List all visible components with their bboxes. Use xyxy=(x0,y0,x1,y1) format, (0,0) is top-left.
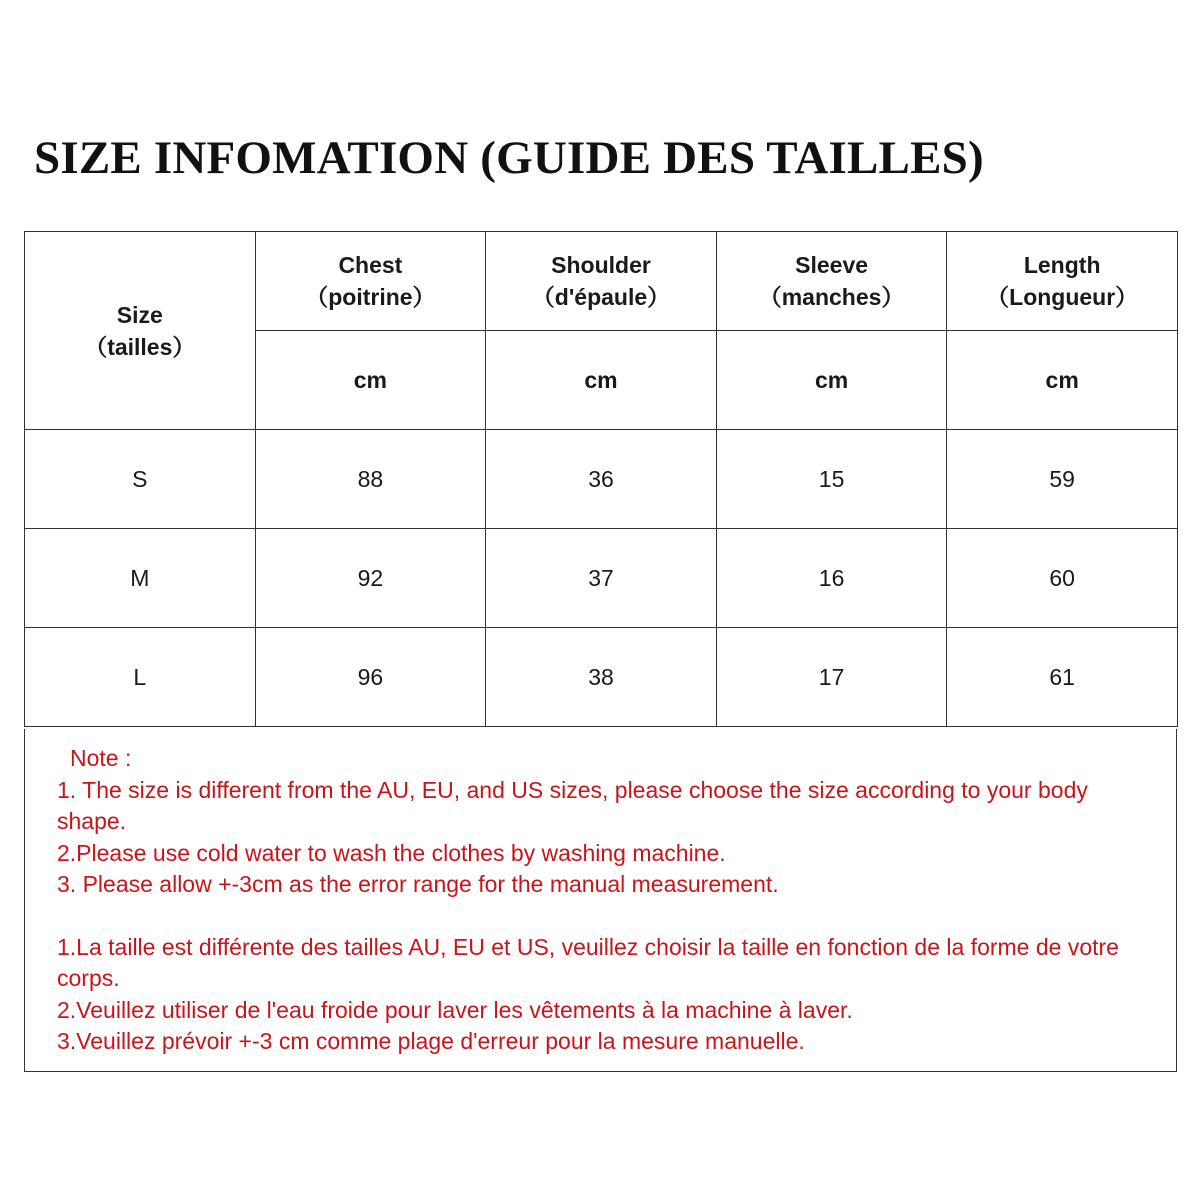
table-cell: 16 xyxy=(716,529,947,628)
table-row xyxy=(25,628,1178,727)
table-cell: 37 xyxy=(486,529,717,628)
table-row xyxy=(25,529,1178,628)
unit-cell: cm xyxy=(716,331,947,430)
size-cell: M xyxy=(25,529,256,628)
note-english-1: 1. The size is different from the AU, EU, and US sizes, please choose the size according to your body shape. xyxy=(57,776,1088,834)
column-header-sub: （manches） xyxy=(758,284,905,310)
table-cell: 92 xyxy=(255,529,486,628)
table-cell: 61 xyxy=(947,628,1178,727)
column-header-sub: （Longueur） xyxy=(986,284,1139,310)
column-header-sub: （d'épaule） xyxy=(531,284,671,310)
size-cell: L xyxy=(25,628,256,727)
table-row xyxy=(25,430,1178,529)
size-header-cell xyxy=(25,232,256,430)
notes-box xyxy=(24,729,1177,1072)
table-header-row xyxy=(25,232,1178,331)
table-cell: 60 xyxy=(947,529,1178,628)
size-header-sub: （tailles） xyxy=(84,333,196,360)
size-chart-table xyxy=(24,231,1178,727)
note-english-3: 3. Please allow +-3cm as the error range for the manual measurement. xyxy=(57,871,779,897)
note-english-2: 2.Please use cold water to wash the clothes by washing machine. xyxy=(57,839,726,866)
table-cell: 36 xyxy=(486,430,717,529)
column-header-label: Shoulder xyxy=(551,252,651,278)
note-label: Note : xyxy=(70,745,132,771)
table-cell: 17 xyxy=(716,628,947,727)
note-french-2: 2.Veuillez utiliser de l'eau froide pour laver les vêtements à la machine à laver. xyxy=(57,996,853,1023)
column-header-sub: （poitrine） xyxy=(305,284,436,310)
page-title: SIZE INFOMATION (GUIDE DES TAILLES) xyxy=(34,132,984,184)
column-header-sleeve xyxy=(716,232,947,331)
column-header-label: Chest xyxy=(338,252,403,278)
column-header-length xyxy=(947,232,1178,331)
note-french-3: 3.Veuillez prévoir +-3 cm comme plage d'erreur pour la mesure manuelle. xyxy=(57,1028,805,1054)
table-cell: 88 xyxy=(255,430,486,529)
column-header-label: Length xyxy=(1023,252,1101,278)
size-header-label: Size xyxy=(116,301,163,328)
size-cell: S xyxy=(25,430,256,529)
notes-divider-space xyxy=(57,901,1156,932)
column-header-shoulder xyxy=(486,232,717,331)
unit-cell: cm xyxy=(486,331,717,430)
table-cell: 59 xyxy=(947,430,1178,529)
unit-cell: cm xyxy=(255,331,486,430)
table-cell: 15 xyxy=(716,430,947,529)
table-cell: 38 xyxy=(486,628,717,727)
note-french-1: 1.La taille est différente des tailles AU, EU et US, veuillez choisir la taille en fonction de la forme de votre corps. xyxy=(57,933,1119,991)
unit-cell: cm xyxy=(947,331,1178,430)
table-cell: 96 xyxy=(255,628,486,727)
column-header-label: Sleeve xyxy=(795,252,869,278)
column-header-chest xyxy=(255,232,486,331)
